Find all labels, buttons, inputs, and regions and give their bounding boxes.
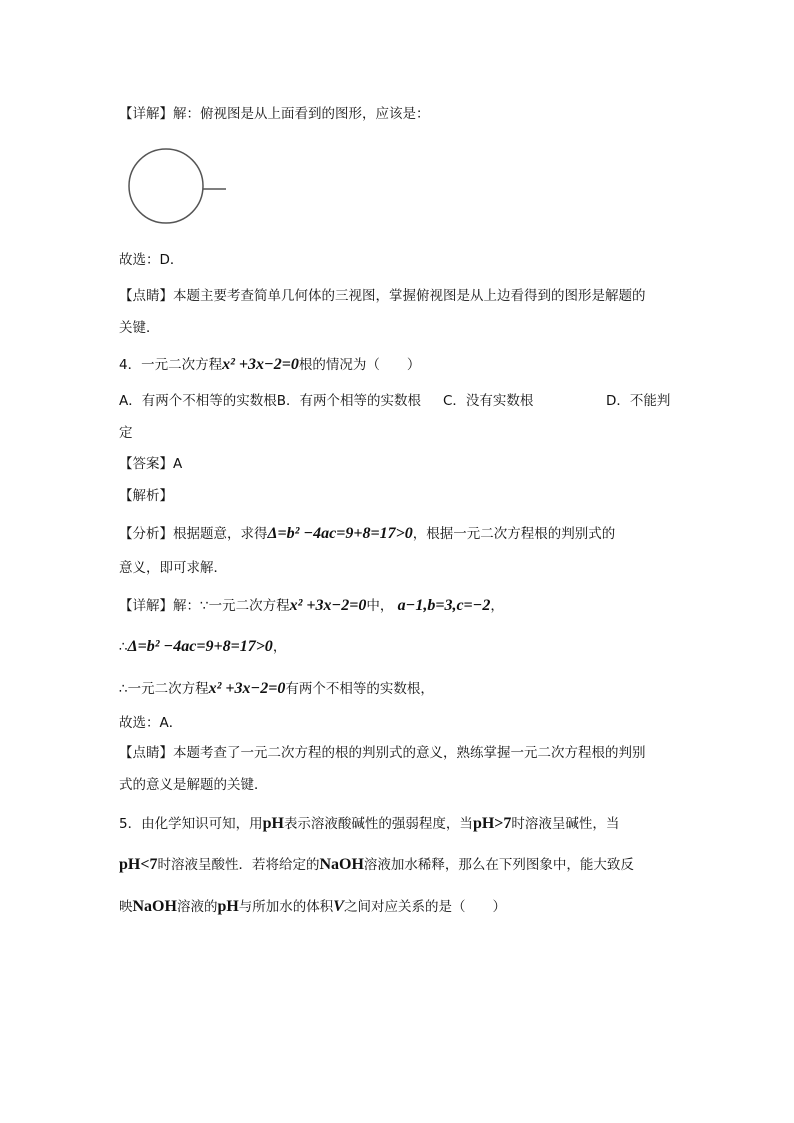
detail-step-1	[119, 596, 694, 616]
question-4	[119, 355, 694, 375]
remark-line-2: 关键．	[119, 320, 160, 336]
detail-choice: 故选：A．	[119, 715, 183, 731]
detail-step-3	[119, 679, 694, 699]
detail-step-2-end: ，	[272, 639, 287, 655]
q4-option-d-continued: 定	[119, 425, 133, 441]
ph-greater-7: pH>7	[472, 815, 512, 832]
q5-text-5: 溶液加水稀释，那么在下列图象中，能大致反	[363, 857, 634, 873]
detail-step-3-pre: ∴一元二次方程	[119, 681, 209, 697]
detail-step-1-pre: 【详解】解：∵一元二次方程	[119, 598, 290, 614]
q5-text-3: 时溶液呈碱性，当	[511, 816, 620, 832]
remark2-line-2: 式的意义是解题的关键．	[119, 777, 268, 793]
analysis-line-1	[119, 524, 694, 544]
detail-step-3-equation: x² +3x−2=0	[208, 680, 286, 697]
analysis-heading: 【解析】	[119, 488, 173, 504]
ph-symbol-2: pH	[217, 898, 239, 915]
q4-suffix: 根的情况为（ ）	[298, 357, 421, 373]
discriminant-equation: Δ=b² −4ac=9+8=17>0	[267, 525, 413, 542]
volume-symbol: V	[333, 898, 344, 915]
question-5-line-2	[119, 855, 694, 875]
q5-text-7: 溶液的	[176, 899, 218, 915]
question-5-line-3	[119, 897, 694, 917]
top-view-figure	[120, 140, 230, 230]
q4-options	[119, 391, 694, 411]
ph-symbol: pH	[262, 815, 284, 832]
detail-step-1-equation: x² +3x−2=0	[289, 597, 367, 614]
analysis-post: ，根据一元二次方程根的判别式的	[412, 526, 616, 542]
detail-step-2	[119, 637, 694, 657]
choice-line: 故选：D．	[119, 252, 184, 268]
naoh-symbol: NaOH	[319, 856, 364, 873]
analysis-pre: 【分析】根据题意，求得	[119, 526, 268, 542]
therefore-symbol: ∴	[119, 639, 128, 655]
analysis-line-2: 意义，即可求解．	[119, 560, 227, 576]
circle-shape	[129, 149, 203, 223]
detail-step-3-post: 有两个不相等的实数根，	[285, 681, 434, 697]
remark-line-1: 【点睛】本题主要考查简单几何体的三视图，掌握俯视图是从上边看得到的图形是解题的	[119, 288, 646, 304]
q5-text-9: 之间对应关系的是（ ）	[343, 899, 506, 915]
q4-prefix: 4．一元二次方程	[119, 357, 223, 373]
q4-option-a: A．有两个不相等的实数根	[119, 393, 277, 409]
naoh-symbol-2: NaOH	[132, 898, 177, 915]
detail-step-1-mid: 中，	[366, 598, 394, 614]
remark2-line-1: 【点睛】本题考查了一元二次方程的根的判别式的意义，熟练掌握一元二次方程根的判别	[119, 745, 646, 761]
q4-equation: x² +3x−2=0	[222, 356, 299, 373]
coefficients: a−1,b=3,c=−2	[397, 597, 491, 614]
ph-less-7: pH<7	[119, 856, 158, 873]
detail-step-2-equation: Δ=b² −4ac=9+8=17>0	[127, 638, 273, 655]
q5-text-4: 时溶液呈酸性．若将给定的	[157, 857, 320, 873]
q4-option-d: D．不能判	[606, 393, 671, 409]
answer-label: 【答案】A	[119, 456, 183, 472]
q5-text-6: 映	[119, 899, 133, 915]
detail-step-1-end: ，	[490, 598, 504, 614]
q5-text-1: 5．由化学知识可知，用	[119, 816, 263, 832]
q4-option-b: B．有两个相等的实数根	[276, 393, 422, 409]
q5-text-8: 与所加水的体积	[238, 899, 334, 915]
q5-text-2: 表示溶液酸碱性的强弱程度，当	[283, 816, 473, 832]
q4-option-c: C．没有实数根	[443, 393, 534, 409]
detail-line-1: 【详解】解：俯视图是从上面看到的图形，应该是：	[119, 106, 430, 122]
question-5-line-1	[119, 814, 694, 834]
